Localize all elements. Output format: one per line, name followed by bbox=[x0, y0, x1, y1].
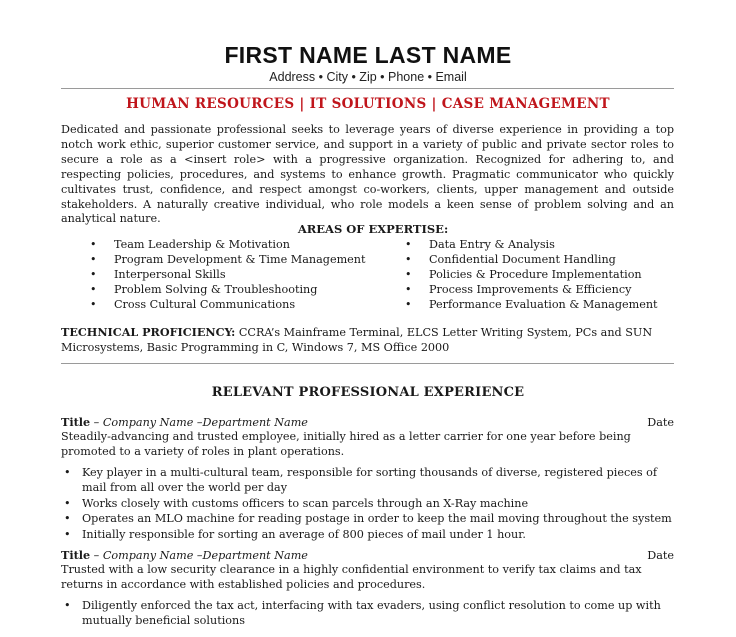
professional-summary: Dedicated and passionate professional seeks to leverage years of diverse experience in providing a top notch work ethic, superior customer service, and support in a variety of public and private sector roles to secure a role as a <insert role> with a progressive organization. Recognized for adhering to, and respecting policies, procedures, and systems to enhance growth. Pragmatic communicator who quickly cultivates trust, confidence, and respect amongst co-workers, clients, upper management and outside stakeholders. A naturally creative individual, who role models a keen sense of problem solving and an analytical nature. bbox=[61, 123, 674, 226]
bullet-icon: • bbox=[64, 465, 71, 479]
experience-heading: RELEVANT PROFESSIONAL EXPERIENCE bbox=[211, 385, 525, 400]
list-item: • Operates an MLO machine for reading postage in order to keep the mail moving throughout the system bbox=[64, 512, 672, 526]
bullet-icon: • bbox=[405, 298, 412, 311]
bullet-icon: • bbox=[90, 238, 97, 251]
job-header bbox=[61, 415, 677, 430]
bullet-icon: • bbox=[90, 268, 97, 281]
list-item: • Key player in a multi-cultural team, responsible for sorting thousands of diverse, registered pieces of mail from all over the world per day bbox=[64, 465, 658, 495]
resume-page: FIRST NAME LAST NAME Address • City • Zip • Phone • Email HUMAN RESOURCES | IT SOLUTIONS | CASE MANAGEMENT Dedicated and passionate professional seeks to leverage years of diverse experience in providing a top notch work ethic, superior customer service, and support in a variety of public and private sector roles to secure a role as a <insert role> with a progressive organization. Recognized for adhering to, and respecting policies, procedures, and systems to enhance growth. Pragmatic communicator who quickly cultivates trust, confidence, and respect amongst co-workers, clients, upper management and outside stakeholders. A naturally creative individual, who role models a keen sense of problem solving and an analytical nature. AREAS OF EXPERTISE: • Team Leadership & Motivation • Program Development & Time Management • Interpersonal Skills • Problem Solving & Troubleshooting • Cross Cultural Communications • Data Entry & Analysis • Confidential Document Handling • Policies & Procedure Implementation • Process Improvements & Efficiency • Performance Evaluation & Management TECHNICAL PROFICIENCY: CCRA’s Mainframe Terminal, ELCS Letter Writing System, PCs and SUN Microsystems, Basic Programming in C, Windows 7, MS Office 2000 RELEVANT PROFESSIONAL EXPERIENCE Title – Company Name –Department Name Date Steadily-advancing and trusted employee, initially hired as a letter carrier for one year before being promoted to a variety of roles in plant operations. • Key player in a multi-cultural team, responsible for sorting thousands of diverse, registered pieces of mail from all over the world per day • Works closely with customs officers to scan parcels through an X-Ray machine • Operates an MLO machine for reading postage in order to keep the mail moving throughout the system • Initially responsible for sorting an average of 800 pieces of mail under 1 hour. Title – Company Name –Department Name Date Trusted with a low security clearance in a highly confidential environment to verify tax claims and tax returns in accordance with established policies and procedures. • Diligently enforced the tax act, interfacing with tax evaders, using conflict resolution to come up with mutually beneficial solutions bbox=[0, 0, 736, 637]
job-entry bbox=[61, 548, 677, 629]
job-date: Date bbox=[647, 416, 674, 429]
bullet-icon: • bbox=[405, 283, 412, 296]
job-bullets bbox=[61, 465, 677, 543]
headline: HUMAN RESOURCES | IT SOLUTIONS | CASE MANAGEMENT bbox=[126, 96, 610, 112]
job-description: Trusted with a low security clearance in a highly confidential environment to verify tax claims and tax returns in accordance with established policies and procedures. bbox=[61, 563, 642, 591]
list-item: • Diligently enforced the tax act, interfacing with tax evaders, using conflict resolution to come up with mutually beneficial solutions bbox=[64, 598, 661, 628]
job-entry bbox=[61, 415, 677, 542]
bullet-icon: • bbox=[64, 598, 71, 612]
bullet-icon: • bbox=[405, 238, 412, 251]
job-header bbox=[61, 548, 677, 563]
list-item: • Works closely with customs officers to scan parcels through an X-Ray machine bbox=[64, 496, 529, 510]
contact-line: Address • City • Zip • Phone • Email bbox=[269, 70, 467, 84]
bullet-icon: • bbox=[90, 298, 97, 311]
section-divider bbox=[61, 363, 674, 364]
areas-of-expertise-heading: AREAS OF EXPERTISE: bbox=[297, 222, 449, 236]
list-item: • Initially responsible for sorting an average of 800 pieces of mail under 1 hour. bbox=[64, 527, 526, 541]
technical-proficiency-text: CCRA’s Mainframe Terminal, ELCS Letter Writing System, PCs and SUN Microsystems, Basic Programming in C, Windows 7, MS Office 2000 bbox=[61, 326, 653, 354]
bullet-icon: • bbox=[405, 268, 412, 281]
technical-proficiency-label: TECHNICAL PROFICIENCY: bbox=[61, 325, 236, 339]
technical-proficiency bbox=[61, 325, 681, 355]
bullet-icon: • bbox=[90, 253, 97, 266]
job-company: – Company Name –Department Name bbox=[90, 416, 308, 429]
job-company: – Company Name –Department Name bbox=[90, 549, 308, 562]
bullet-icon: • bbox=[64, 496, 71, 510]
bullet-icon: • bbox=[64, 512, 71, 526]
bullet-icon: • bbox=[90, 283, 97, 296]
bullet-icon: • bbox=[405, 253, 412, 266]
job-bullets bbox=[61, 598, 677, 629]
job-description: Steadily-advancing and trusted employee, initially hired as a letter carrier for one year before being promoted to a variety of roles in plant operations. bbox=[61, 430, 631, 458]
candidate-name: FIRST NAME LAST NAME bbox=[224, 42, 512, 68]
job-title: Title bbox=[61, 415, 91, 429]
top-divider bbox=[61, 88, 674, 89]
job-date: Date bbox=[647, 549, 674, 562]
bullet-icon: • bbox=[64, 527, 71, 541]
job-title: Title bbox=[61, 548, 91, 562]
